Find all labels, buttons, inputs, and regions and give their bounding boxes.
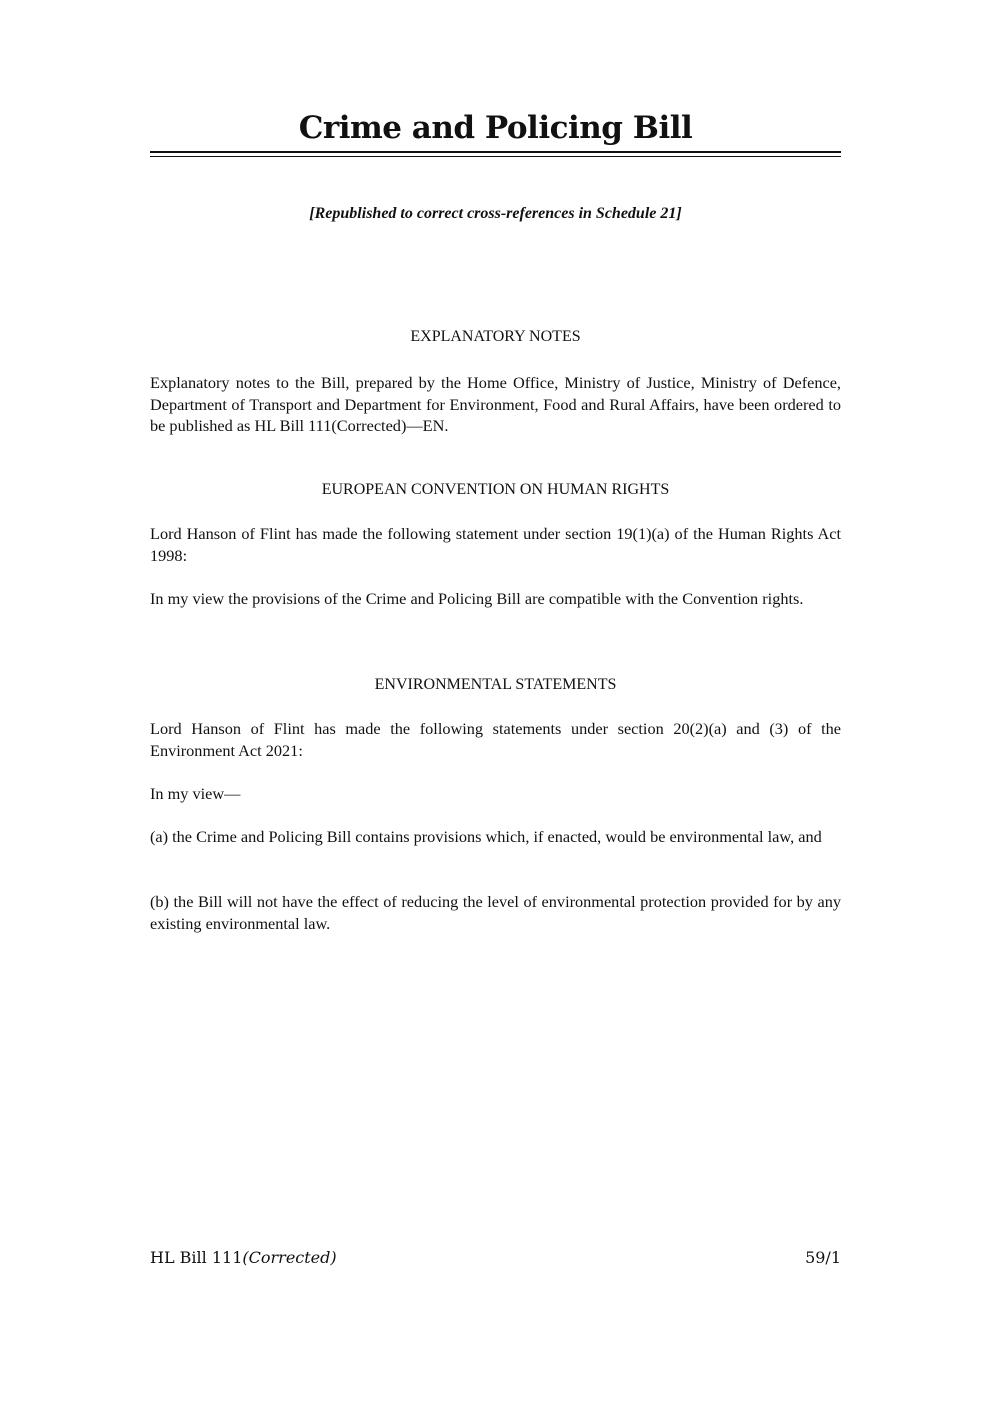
title-rule-thick [150,151,841,153]
document-title: Crime and Policing Bill [298,110,693,146]
page-number: 59/1 [805,1248,841,1267]
paragraph: In my view the provisions of the Crime and Policing Bill are compatible with the Convention rights. [150,589,804,608]
section-heading-environmental: ENVIRONMENTAL STATEMENTS [374,676,617,693]
paragraph: (a) the Crime and Policing Bill contains provisions which, if enacted, would be environmental law, and [150,827,822,846]
title-rule-thin [150,156,841,157]
paragraph: Lord Hanson of Flint has made the following statement under section 19(1)(a) of the Human Rights Act 1998: [150,524,841,565]
bill-number: HL Bill 111 [150,1248,243,1267]
corrected-label: (Corrected) [242,1248,337,1267]
paragraph: (b) the Bill will not have the effect of reducing the level of environmental protection provided for by any existing environmental law. [150,892,841,933]
paragraph: In my view— [150,784,241,803]
page-footer [150,1248,841,1267]
republished-note: [Republished to correct cross-references in Schedule 21] [309,205,682,222]
footer-bill-reference [150,1248,337,1267]
paragraph: Lord Hanson of Flint has made the following statements under section 20(2)(a) and (3) of the Environment Act 2021: [150,719,841,760]
paragraph: Explanatory notes to the Bill, prepared by the Home Office, Ministry of Justice, Ministry of Defence, Department of Transport and Department for Environment, Food and Rural Affairs, have been ordered to be published as HL Bill 111(Corrected)—EN. [150,373,841,435]
section-heading-echr: EUROPEAN CONVENTION ON HUMAN RIGHTS [321,481,670,498]
section-heading-explanatory-notes: EXPLANATORY NOTES [410,328,581,345]
